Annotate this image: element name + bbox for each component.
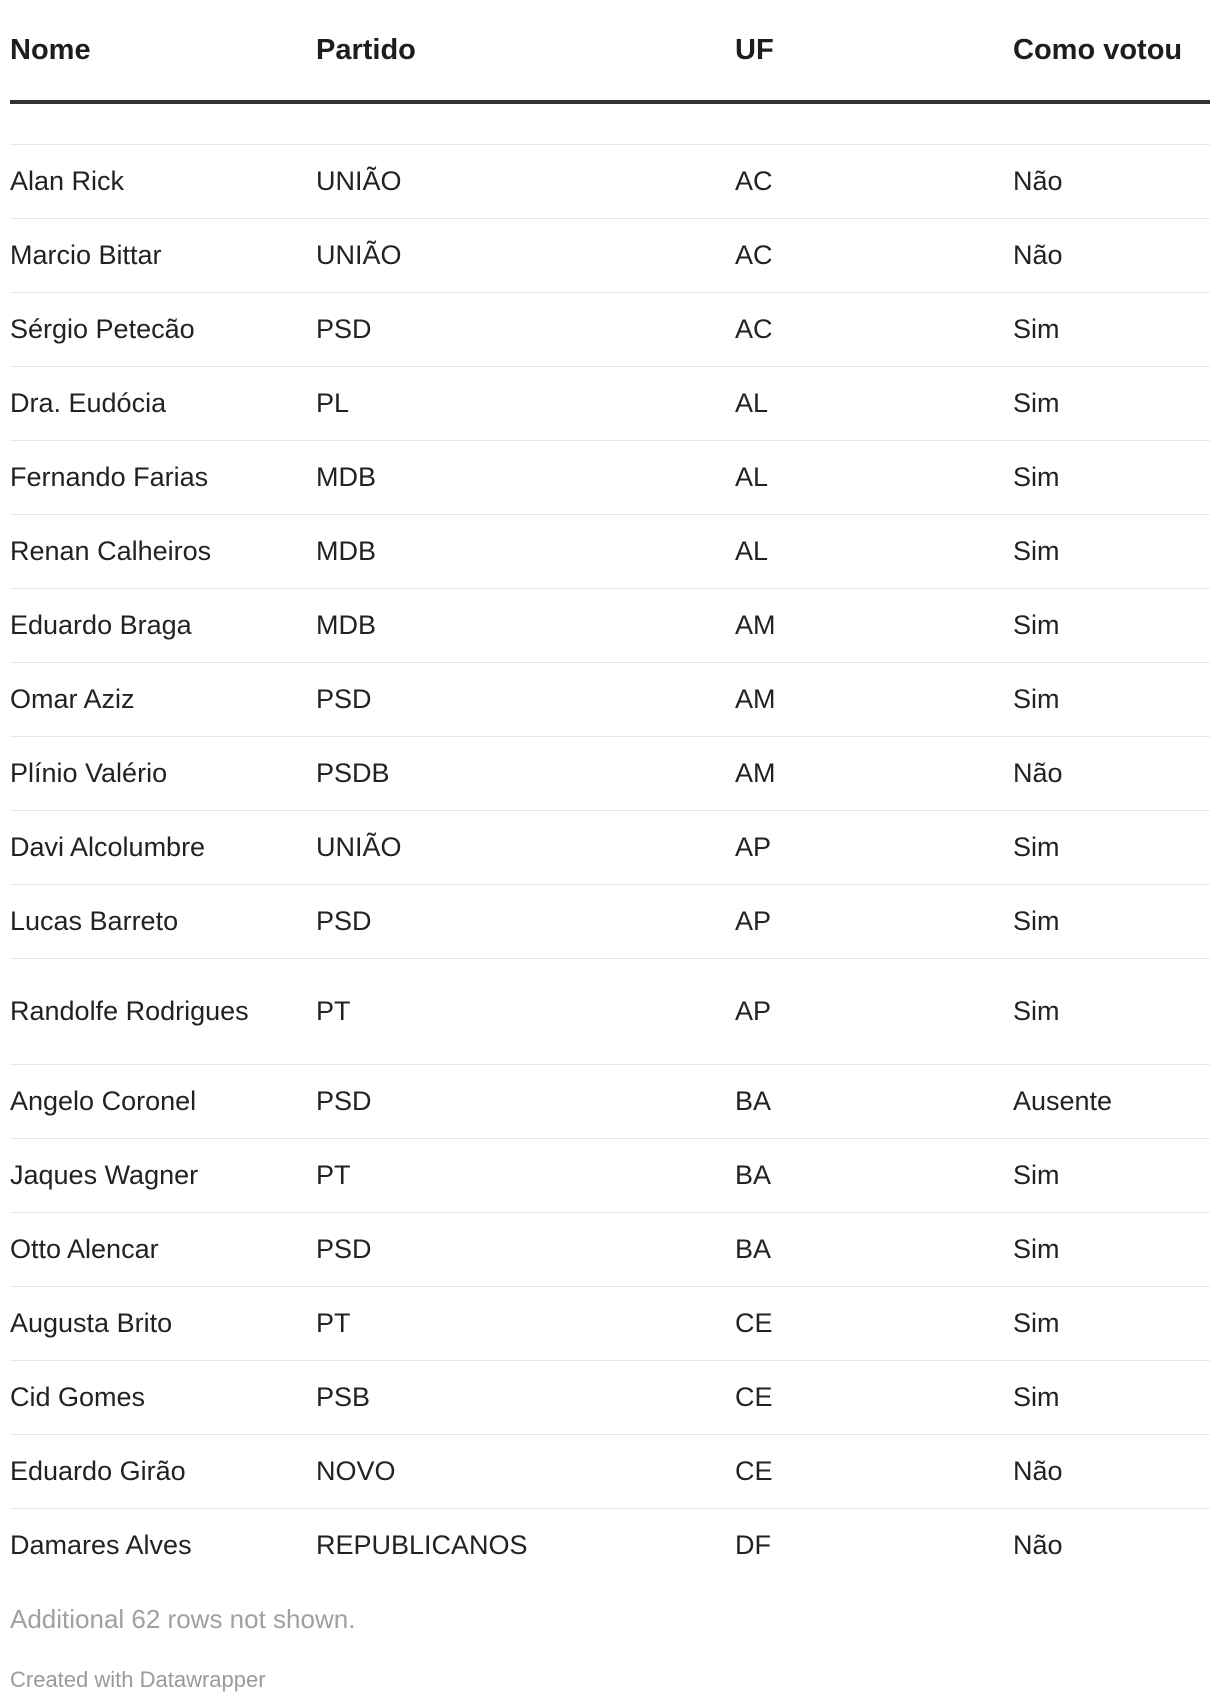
- datawrapper-credit[interactable]: Created with Datawrapper: [10, 1667, 266, 1692]
- cell-nome: Davi Alcolumbre: [10, 811, 316, 885]
- cell-uf: AL: [735, 515, 1013, 589]
- cell-uf: AL: [735, 367, 1013, 441]
- cell-nome: Eduardo Girão: [10, 1435, 316, 1509]
- cell-uf: AM: [735, 663, 1013, 737]
- cell-uf: AC: [735, 145, 1013, 219]
- cell-voto: Sim: [1013, 1213, 1210, 1287]
- cell-voto: Sim: [1013, 959, 1210, 1065]
- cell-uf: AP: [735, 959, 1013, 1065]
- cell-partido: PSD: [316, 885, 735, 959]
- cell-nome: Damares Alves: [10, 1530, 192, 1560]
- cell-partido: REPUBLICANOS: [316, 1530, 528, 1560]
- cell-uf: AM: [735, 589, 1013, 663]
- cell-voto: Sim: [1013, 1139, 1210, 1213]
- cell-nome: Dra. Eudócia: [10, 367, 316, 441]
- table-row: [10, 663, 1210, 737]
- cell-partido: PL: [316, 367, 735, 441]
- cell-voto: Não: [1013, 1435, 1210, 1509]
- cell-uf: BA: [735, 1065, 1013, 1139]
- table-row: [10, 811, 1210, 885]
- header-como-votou[interactable]: Como votou: [1013, 0, 1210, 102]
- cell-partido: PSDB: [316, 737, 735, 811]
- cell-voto: Não: [1013, 1530, 1063, 1560]
- cell-uf: CE: [735, 1287, 1013, 1361]
- cell-voto: Sim: [1013, 1287, 1210, 1361]
- table-row: [10, 293, 1210, 367]
- cell-voto: Não: [1013, 219, 1210, 293]
- cell-uf: DF: [735, 1530, 771, 1560]
- cell-nome: Randolfe Rodrigues: [10, 959, 316, 1065]
- table-row: [10, 1509, 1210, 1583]
- header-partido[interactable]: Partido: [316, 0, 735, 102]
- cell-partido: UNIÃO: [316, 811, 735, 885]
- table-row: [10, 589, 1210, 663]
- header-uf[interactable]: UF: [735, 0, 1013, 102]
- table-row: [10, 885, 1210, 959]
- cell-nome: Otto Alencar: [10, 1213, 316, 1287]
- cell-partido: NOVO: [316, 1435, 735, 1509]
- cell-uf: AP: [735, 885, 1013, 959]
- cell-voto: Sim: [1013, 515, 1210, 589]
- cell-voto: Ausente: [1013, 1065, 1210, 1139]
- cell-partido: UNIÃO: [316, 219, 735, 293]
- cell-uf: CE: [735, 1435, 1013, 1509]
- cell-nome: Lucas Barreto: [10, 885, 316, 959]
- table-row: [10, 1139, 1210, 1213]
- table-row: [10, 1213, 1210, 1287]
- table-row: [10, 959, 1210, 1065]
- cell-voto: Não: [1013, 737, 1210, 811]
- cell-nome: Augusta Brito: [10, 1287, 316, 1361]
- votes-table: [10, 0, 1210, 1582]
- cell-nome: Renan Calheiros: [10, 515, 316, 589]
- cell-partido: PSB: [316, 1361, 735, 1435]
- cell-partido: PSD: [316, 663, 735, 737]
- cell-voto: Sim: [1013, 293, 1210, 367]
- table-row: [10, 1065, 1210, 1139]
- cell-nome: Jaques Wagner: [10, 1139, 316, 1213]
- cell-uf: CE: [735, 1361, 1013, 1435]
- cell-partido: PT: [316, 1139, 735, 1213]
- table-row: [10, 1435, 1210, 1509]
- cell-nome: Eduardo Braga: [10, 589, 316, 663]
- rows-not-shown-note: Additional 62 rows not shown.: [10, 1604, 356, 1634]
- table-row: [10, 515, 1210, 589]
- table-header: [10, 0, 1210, 102]
- cell-voto: Não: [1013, 145, 1210, 219]
- cell-partido: MDB: [316, 589, 735, 663]
- cell-uf: AC: [735, 293, 1013, 367]
- cell-voto: Sim: [1013, 811, 1210, 885]
- cell-nome: Angelo Coronel: [10, 1065, 316, 1139]
- cell-nome: Plínio Valério: [10, 737, 316, 811]
- cell-nome: Marcio Bittar: [10, 219, 316, 293]
- cell-partido: PSD: [316, 293, 735, 367]
- cell-partido: MDB: [316, 515, 735, 589]
- cell-voto: Sim: [1013, 885, 1210, 959]
- cell-nome: Alan Rick: [10, 145, 316, 219]
- cell-nome: Omar Aziz: [10, 663, 316, 737]
- table-body: [10, 102, 1210, 1582]
- cell-partido: PSD: [316, 1213, 735, 1287]
- cell-partido: PT: [316, 1287, 735, 1361]
- spacer-row: [10, 102, 1210, 145]
- spacer-cell: [10, 102, 1210, 145]
- table-row: [10, 145, 1210, 219]
- cell-voto: Sim: [1013, 663, 1210, 737]
- cell-nome: Sérgio Petecão: [10, 293, 316, 367]
- cell-uf: BA: [735, 1213, 1013, 1287]
- cell-voto: Sim: [1013, 367, 1210, 441]
- header-row: [10, 0, 1210, 102]
- table-row: [10, 219, 1210, 293]
- cell-partido: UNIÃO: [316, 145, 735, 219]
- table-row: [10, 441, 1210, 515]
- cell-uf: AC: [735, 219, 1013, 293]
- cell-uf: AP: [735, 811, 1013, 885]
- cell-nome: Fernando Farias: [10, 441, 316, 515]
- cell-uf: AM: [735, 737, 1013, 811]
- table-row: [10, 367, 1210, 441]
- table-row: [10, 1287, 1210, 1361]
- cell-voto: Sim: [1013, 1361, 1210, 1435]
- cell-partido: MDB: [316, 441, 735, 515]
- cell-nome: Cid Gomes: [10, 1361, 316, 1435]
- cell-voto: Sim: [1013, 441, 1210, 515]
- table-row: [10, 737, 1210, 811]
- header-nome[interactable]: Nome: [10, 0, 316, 102]
- cell-voto: Sim: [1013, 589, 1210, 663]
- cell-uf: AL: [735, 441, 1013, 515]
- cell-uf: BA: [735, 1139, 1013, 1213]
- cell-partido: PSD: [316, 1065, 735, 1139]
- cell-partido: PT: [316, 959, 735, 1065]
- table-row: [10, 1361, 1210, 1435]
